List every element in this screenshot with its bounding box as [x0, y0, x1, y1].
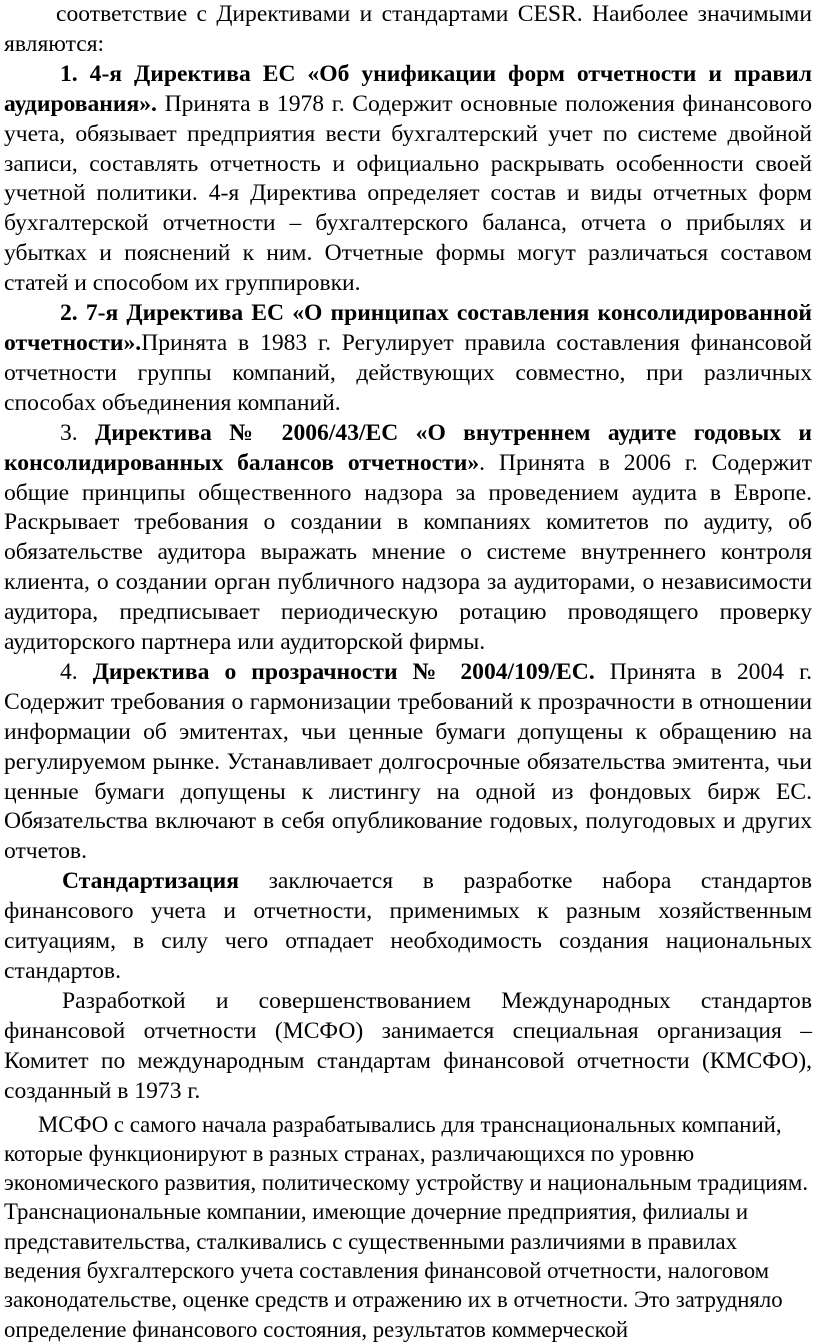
directive-7-title: 2. 7-я Директива ЕС «О принципах составления консолидированной отчетности».: [4, 300, 812, 356]
directive-transparency-body: Принята в 2004 г. Содержит требования о гармонизации требований к прозрачности в отношении информации об эмитентах, чьи ценные бумаги допущены к обращению на регулируемом рынке. Устанавливает долгосрочные обязательства эмитента, чьи ценные бумаги допущены к листингу на одной из фондовых бирж ЕС. Обязательства включают в себя опубликование годовых, полугодовых и других отчетов.: [4, 658, 812, 865]
ifrs-transnational-text: МСФО с самого начала разрабатывались для транснациональных компаний, которые функционируют в разных странах, различающихся по уровню экономического развития, политическому устройству и национальным традициям. Транснациональные компании, имеющие дочерние предприятия, филиалы и представительства, сталкивались с существенными различиями в правилах ведения бухгалтерского учета составления финансовой отчетности, налоговом законодательстве, оценке средств и отражению их в отчетности. Это затрудняло определение финансового состояния, результатов коммерческой: [4, 1111, 809, 1342]
paragraph-directive-transparency: [0, 658, 816, 867]
directive-4-body: Принята в 1978 г. Содержит основные положения финансового учета, обязывает предприятия вести бухгалтерский учет по системе двойной записи, составлять отчетность и официально раскрывать особенности своей учетной политики. 4-я Директива определяет состав и виды отчетных форм бухгалтерской отчетности – бухгалтерского баланса, отчета о прибылях и убытках и пояснений к ним. Отчетные формы могут различаться составом статей и способом их группировки.: [4, 90, 812, 297]
directive-4-title: 1. 4-я Директива ЕС «Об унификации форм отчетности и правил аудирования».: [4, 60, 812, 117]
ifrs-committee-text: Разработкой и совершенствованием Международных стандартов финансовой отчетности (МСФО) занимается специальная организация – Комитет по международным стандартам финансовой отчетности (КМСФО), созданный в 1973 г.: [4, 987, 812, 1104]
directive-2006-number: 3.: [60, 419, 96, 446]
directive-transparency-title: Директива о прозрачности № 2004/109/ЕС.: [92, 658, 595, 685]
directive-transparency-number: 4.: [60, 658, 93, 685]
directive-7-body: Принята в 1983 г. Регулирует правила составления финансовой отчетности группы компаний, действующих совместно, при различных способах объединения компаний.: [4, 329, 812, 416]
paragraph-directive-7: [0, 299, 816, 419]
paragraph-directive-2006: [0, 419, 816, 658]
paragraph-intro-text: соответствие с Директивами и стандартами CESR. Наиболее значимыми являются:: [4, 1, 812, 57]
directive-2006-title: Директива № 2006/43/ЕС «О внутреннем аудите годовых и консолидированных балансов отчетности»: [4, 419, 812, 476]
paragraph-directive-4: [0, 60, 816, 299]
paragraph-standardization: [0, 867, 816, 987]
paragraph-ifrs-committee: [0, 987, 816, 1107]
standardization-body: заключается в разработке набора стандартов финансового учета и отчетности, применимых к разным хозяйственным ситуациям, в силу чего отпадает необходимость создания национальных стандартов.: [4, 868, 812, 984]
directive-2006-body: . Принята в 2006 г. Содержит общие принципы общественного надзора за проведением аудита в Европе. Раскрывает требования о создании в компаниях комитетов по аудиту, об обязательстве аудитора выражать мнение о системе внутреннего контроля клиента, о создании орган публичного надзора за аудиторами, о независимости аудитора, предписывает периодическую ротацию проводящего проверку аудиторского партнера или аудиторской фирмы.: [4, 449, 812, 656]
paragraph-intro: [0, 0, 816, 60]
paragraph-ifrs-transnational: [0, 1110, 816, 1344]
standardization-term: Стандартизация: [62, 868, 239, 895]
